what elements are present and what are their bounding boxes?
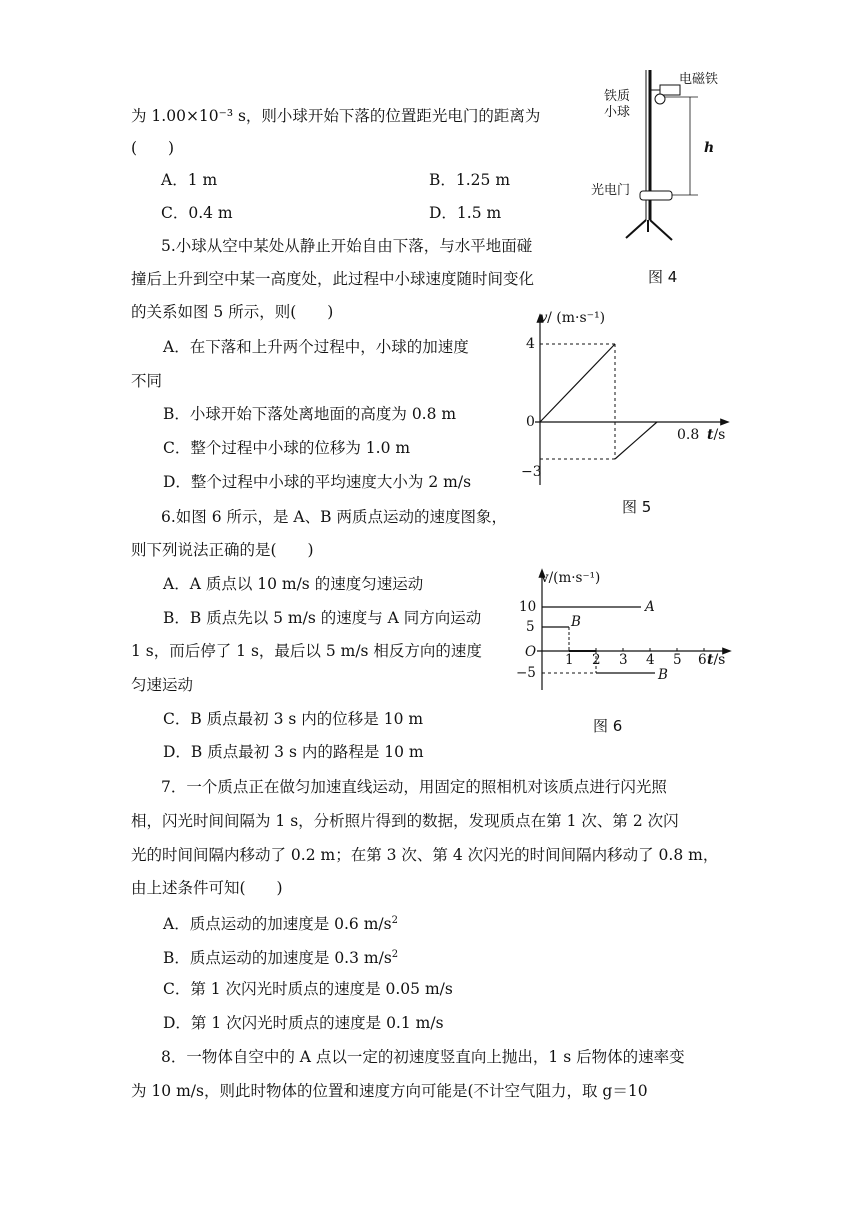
- q7-line-1: 7．一个质点正在做匀加速直线运动，用固定的照相机对该质点进行闪光照: [161, 778, 667, 796]
- q7-option-d: D．第 1 次闪光时质点的速度是 0.1 m/s: [163, 1014, 444, 1032]
- fig6-tick-x-5: 5: [673, 652, 682, 668]
- q5-option-c: C．整个过程中小球的位移为 1.0 m: [163, 439, 411, 457]
- q7-line-2: 相，闪光时间间隔为 1 s，分析照片得到的数据，发现质点在第 1 次、第 2 次闪: [131, 812, 679, 830]
- fig5-x-unit: /s: [713, 427, 726, 443]
- q6-option-b-line-2: 1 s，而后停了 1 s，最后以 5 m/s 相反方向的速度: [131, 642, 482, 660]
- fig4-label-h: h: [704, 140, 715, 156]
- figure-5-caption: 图 5: [622, 498, 652, 516]
- q5-option-b: B．小球开始下落处离地面的高度为 0.8 m: [163, 405, 457, 423]
- q5-line-1: 5.小球从空中某处从静止开始自由下落，与水平地面碰: [161, 237, 533, 255]
- q6-option-b-line-1: B．B 质点先以 5 m/s 的速度与 A 同方向运动: [163, 609, 482, 627]
- q7-option-b-text: B．质点运动的加速度是 0.3 m/s: [163, 949, 392, 968]
- q5-option-a-line-1: A．在下落和上升两个过程中，小球的加速度: [163, 338, 469, 356]
- q5-line-2: 撞后上升到空中某一高度处，此过程中小球速度随时间变化: [131, 270, 535, 288]
- fig6-tick-x-6: 6: [698, 652, 707, 668]
- q6-line-2: 则下列说法正确的是( ): [131, 541, 314, 559]
- q4-line-1: 为 1.00×10⁻³ s，则小球开始下落的位置距光电门的距离为: [131, 107, 541, 125]
- figure-6-caption: 图 6: [593, 717, 623, 735]
- fig5-y-unit: / (m·s⁻¹): [547, 310, 606, 326]
- iron-ball-shape: [655, 94, 665, 104]
- q6-line-1: 6.如图 6 所示，是 A、B 两质点运动的速度图象，: [161, 508, 507, 526]
- q4-option-a: A．1 m: [161, 171, 218, 189]
- fig5-tick-0-8: 0.8: [677, 427, 700, 443]
- fig4-label-iron: 铁质: [604, 89, 631, 104]
- fig4-label-photogate: 光电门: [591, 183, 631, 198]
- q6-option-a: A．A 质点以 10 m/s 的速度匀速运动: [163, 575, 424, 593]
- fig6-tick-x-1: 1: [565, 652, 574, 668]
- q4-option-b: B．1.25 m: [429, 171, 511, 189]
- fig6-tick-y-5: 5: [526, 619, 535, 635]
- fig5-tick-0: 0: [526, 414, 535, 430]
- fig5-tick-minus3: −3: [521, 464, 542, 480]
- fig5-rising-segment: [615, 422, 657, 459]
- fig6-x-label: [707, 650, 725, 670]
- q7-option-b: [163, 945, 398, 968]
- q5-line-3: 的关系如图 5 所示，则( ): [131, 303, 334, 321]
- figure-4-caption: 图 4: [648, 268, 678, 286]
- q5-option-a-line-2: 不同: [131, 372, 163, 390]
- fig6-x-var: t: [707, 652, 714, 668]
- fig5-x-label: [707, 425, 725, 445]
- fig5-falling-segment: [540, 344, 615, 422]
- q6-option-c: C．B 质点最初 3 s 内的位移是 10 m: [163, 710, 424, 728]
- q8-line-2: 为 10 m/s，则此时物体的位置和速度方向可能是(不计空气阻力，取 g＝10: [131, 1082, 648, 1100]
- fig5-y-label: [539, 308, 605, 328]
- fig5-x-var: t: [707, 427, 714, 443]
- fig6-tick-x-3: 3: [619, 652, 628, 668]
- fig5-tick-4: 4: [526, 336, 535, 352]
- electromagnet-shape: [660, 85, 680, 95]
- q7-line-3: 光的时间间隔内移动了 0.2 m；在第 3 次、第 4 次闪光的时间间隔内移动了 0.8 m，: [131, 846, 719, 864]
- q7-option-a-text: A．质点运动的加速度是 0.6 m/s: [163, 915, 392, 934]
- fig6-y-label: v/(m·s⁻¹): [541, 570, 601, 586]
- q7-option-a: [163, 911, 398, 934]
- fig6-tick-y-10: 10: [519, 599, 537, 615]
- q6-option-b-line-3: 匀速运动: [131, 676, 194, 694]
- fig6-x-unit: /s: [713, 652, 726, 668]
- q4-option-c: C．0.4 m: [161, 204, 233, 222]
- fig6-label-b-first: B: [571, 614, 581, 630]
- figure-5-vt-graph: [515, 300, 745, 490]
- fig6-label-a: A: [645, 599, 655, 615]
- fig6-tick-x-2: 2: [592, 652, 601, 668]
- fig6-tick-y-minus5: −5: [516, 665, 536, 681]
- q7-option-b-exponent: 2: [391, 949, 399, 960]
- q5-option-d: D．整个过程中小球的平均速度大小为 2 m/s: [163, 473, 472, 491]
- q7-line-4: 由上述条件可知( ): [131, 879, 283, 897]
- q6-option-d: D．B 质点最初 3 s 内的路程是 10 m: [163, 743, 424, 761]
- fig6-origin: O: [525, 644, 537, 660]
- q8-line-1: 8．一物体自空中的 A 点以一定的初速度竖直向上抛出，1 s 后物体的速率变: [161, 1048, 685, 1066]
- fig5-y-var: v: [539, 310, 548, 326]
- fig6-tick-x-4: 4: [646, 652, 655, 668]
- fig6-label-b-second: B: [658, 667, 668, 683]
- q7-option-c: C．第 1 次闪光时质点的速度是 0.05 m/s: [163, 980, 453, 998]
- photogate-shape: [640, 191, 672, 200]
- fig4-label-electromagnet: 电磁铁: [679, 72, 719, 87]
- q7-option-a-exponent: 2: [391, 915, 398, 926]
- fig4-label-ball: 小球: [604, 105, 631, 120]
- q4-option-d: D．1.5 m: [429, 204, 502, 222]
- q4-answer-bracket: ( ): [131, 139, 175, 157]
